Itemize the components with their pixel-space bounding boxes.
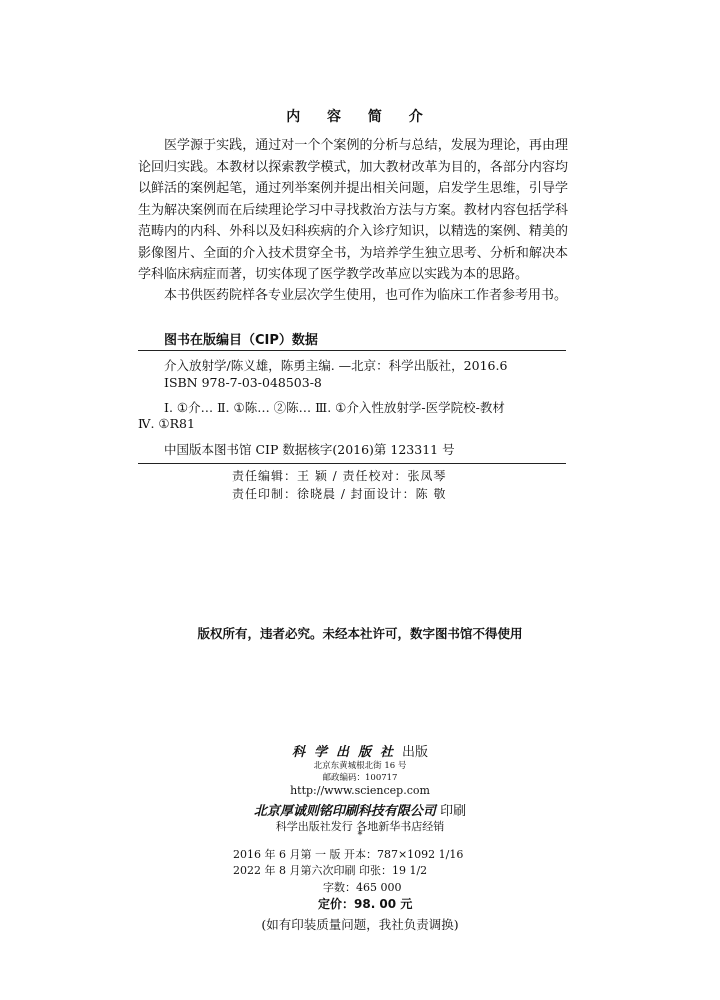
production-cover-line: 责任印制：徐晓晨 / 封面设计：陈 敬 (232, 487, 447, 501)
summary-paragraph-2: 本书供医药院样各专业层次学生使用，也可作为临床工作者参考用书。 (164, 288, 568, 303)
separator-mark: * (357, 830, 363, 841)
printer-suffix: 印刷 (440, 804, 467, 819)
cip-bottom-rule (138, 463, 566, 464)
printer-logo-text: 北京厚诚则铭印刷科技有限公司 (253, 804, 436, 819)
editor-proofreader-line: 责任编辑：王 颖 / 责任校对：张凤琴 (232, 469, 447, 483)
word-count: 字数：465 000 (323, 881, 402, 894)
summary-heading: 内 容 简 介 (286, 109, 434, 125)
cip-classification-continued: Ⅳ. ①R81 (138, 416, 195, 431)
price: 定价：98. 00 元 (318, 897, 413, 911)
distribution-line: 科学出版社发行 各地新华书店经销 (275, 820, 445, 833)
cip-top-rule (138, 350, 566, 351)
publisher-line (0, 741, 720, 760)
publisher-url: http://www.sciencep.com (290, 784, 430, 797)
quality-note: (如有印装质量问题，我社负责调换) (261, 917, 459, 932)
publisher-address: 北京东黄城根北街 16 号 (313, 761, 407, 771)
publisher-postcode: 邮政编码：100717 (322, 773, 398, 783)
publisher-suffix: 出版 (402, 745, 429, 760)
cip-record-number: 中国版本图书馆 CIP 数据核字(2016)第 123311 号 (164, 442, 455, 457)
cip-classification: Ⅰ. ①介… Ⅱ. ①陈… ②陈… Ⅲ. ①介入性放射学-医学院校-教材 (164, 400, 505, 415)
cip-isbn: ISBN 978-7-03-048503-8 (164, 375, 322, 390)
copyright-notice: 版权所有，违者必究。未经本社许可，数字图书馆不得使用 (197, 626, 523, 641)
summary-paragraph-1: 医学源于实践，通过对一个个案例的分析与总结，发展为理论，再由理论回归实践。本教材以探索教学模式，加大教材改革为目的，各部分内容均以鲜活的案例起笔，通过列举案例并提出相关问题，启发学生思维，引导学生为解决案例而在后续理论学习中寻找救治方法与方案。教材内容包括学科范畴内的内科、外科以及妇科疾病的介入诊疗知识，以精选的案例、精美的影像图片、全面的介入技术贯穿全书，为培养学生独立思考、分析和解决本学科临床病症而著，切实体现了医学教学改革应以实践为本的思路。 (138, 138, 568, 282)
edition-format-line: 2016 年 6 月第 一 版 开本：787×1092 1/16 (233, 848, 464, 861)
printer-line (0, 800, 720, 819)
printing-sheets-line: 2022 年 8 月第六次印刷 印张：19 1/2 (233, 864, 428, 877)
cip-title-line: 介入放射学/陈义雄，陈勇主编. —北京：科学出版社，2016.6 (164, 358, 508, 373)
cip-heading: 图书在版编目（CIP）数据 (164, 333, 318, 348)
publisher-logo-text: 科学出版社 (291, 745, 402, 760)
